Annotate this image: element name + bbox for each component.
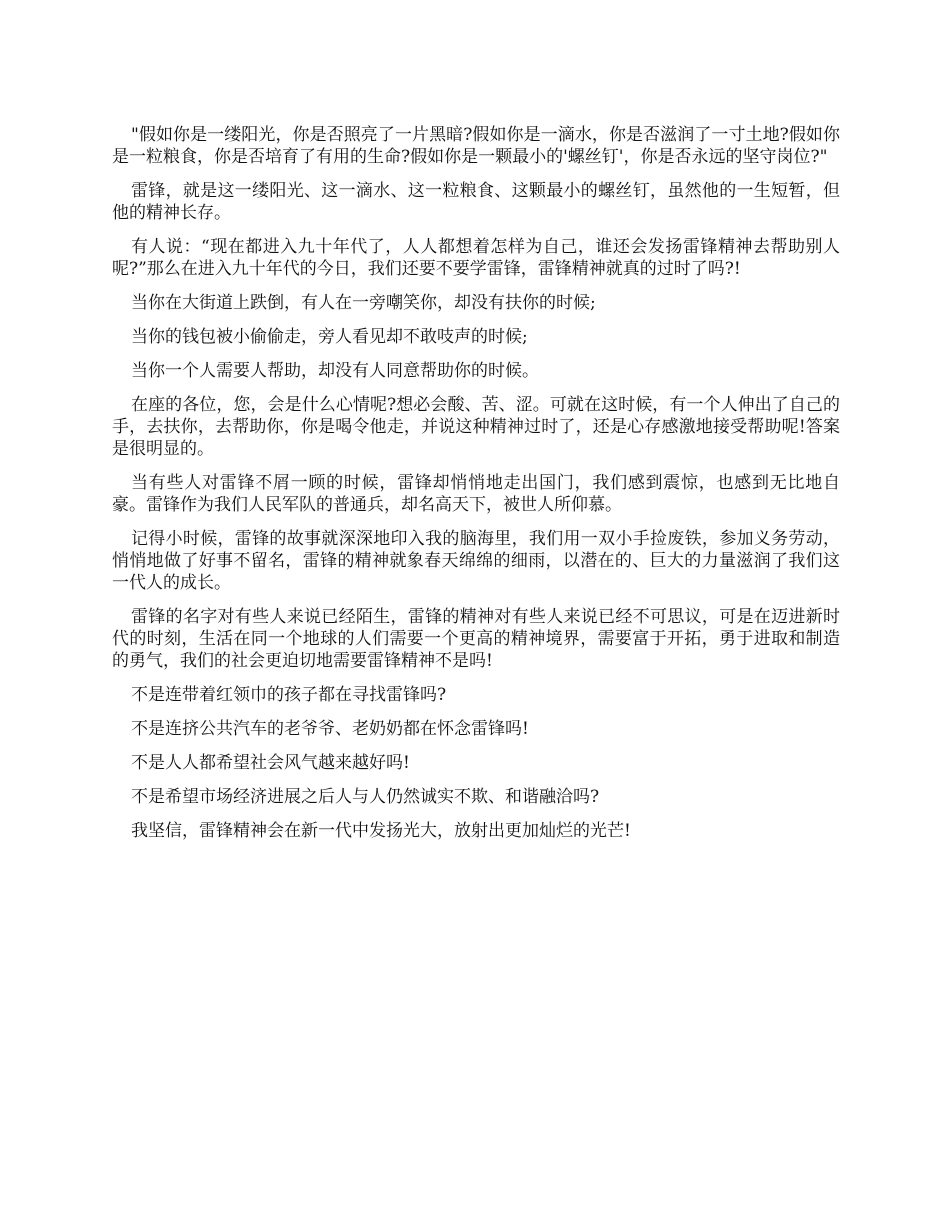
- paragraph: "假如你是一缕阳光，你是否照亮了一片黑暗?假如你是一滴水，你是否滋润了一寸土地?假如你是一粒粮食，你是否培育了有用的生命?假如你是一颗最小的'螺丝钉'，你是否永远的坚守岗位?": [112, 125, 840, 167]
- paragraph: 当有些人对雷锋不屑一顾的时候，雷锋却悄悄地走出国门，我们感到震惊，也感到无比地自豪。雷锋作为我们人民军队的普通兵，却名高天下，被世人所仰慕。: [112, 473, 840, 515]
- paragraph: 当你一个人需要人帮助，却没有人同意帮助你的时候。: [131, 361, 539, 381]
- paragraph: 不是连带着红领巾的孩子都在寻找雷锋吗?: [131, 685, 447, 705]
- paragraph: 记得小时候，雷锋的故事就深深地印入我的脑海里，我们用一双小手捡废铁，参加义务劳动，悄悄地做了好事不留名，雷锋的精神就象春天绵绵的细雨，以潜在的、巨大的力量滋润了我们这一代人的成长。: [112, 529, 840, 593]
- paragraph: 当你在大街道上跌倒，有人在一旁嘲笑你，却没有扶你的时候;: [131, 293, 596, 313]
- paragraph: 不是连挤公共汽车的老爷爷、老奶奶都在怀念雷锋吗!: [131, 719, 529, 739]
- paragraph: 雷锋，就是这一缕阳光、这一滴水、这一粒粮食、这颗最小的螺丝钉，虽然他的一生短暂，但他的精神长存。: [112, 181, 840, 223]
- document-body: [112, 124, 840, 854]
- paragraph: 雷锋的名字对有些人来说已经陌生，雷锋的精神对有些人来说已经不可思议，可是在迈进新时代的时刻，生活在同一个地球的人们需要一个更高的精神境界，需要富于开拓，勇于进取和制造的勇气，我们的社会更迫切地需要雷锋精神不是吗!: [112, 607, 840, 671]
- paragraph: 不是希望市场经济进展之后人与人仍然诚实不欺、和谐融洽吗?: [131, 787, 600, 807]
- paragraph: 当你的钱包被小偷偷走，旁人看见却不敢吱声的时候;: [131, 327, 528, 347]
- paragraph: 在座的各位，您，会是什么心情呢?想必会酸、苦、涩。可就在这时候，有一个人伸出了自己的手，去扶你，去帮助你，你是喝令他走，并说这种精神过时了，还是心存感激地接受帮助呢!答案是很明显的。: [112, 395, 840, 459]
- paragraph: 不是人人都希望社会风气越来越好吗!: [131, 753, 410, 773]
- paragraph: 我坚信，雷锋精神会在新一代中发扬光大，放射出更加灿烂的光芒!: [131, 821, 631, 841]
- paragraph: 有人说：“现在都进入九十年代了，人人都想着怎样为自己，谁还会发扬雷锋精神去帮助别人呢?”那么在进入九十年代的今日，我们还要不要学雷锋，雷锋精神就真的过时了吗?!: [112, 237, 840, 279]
